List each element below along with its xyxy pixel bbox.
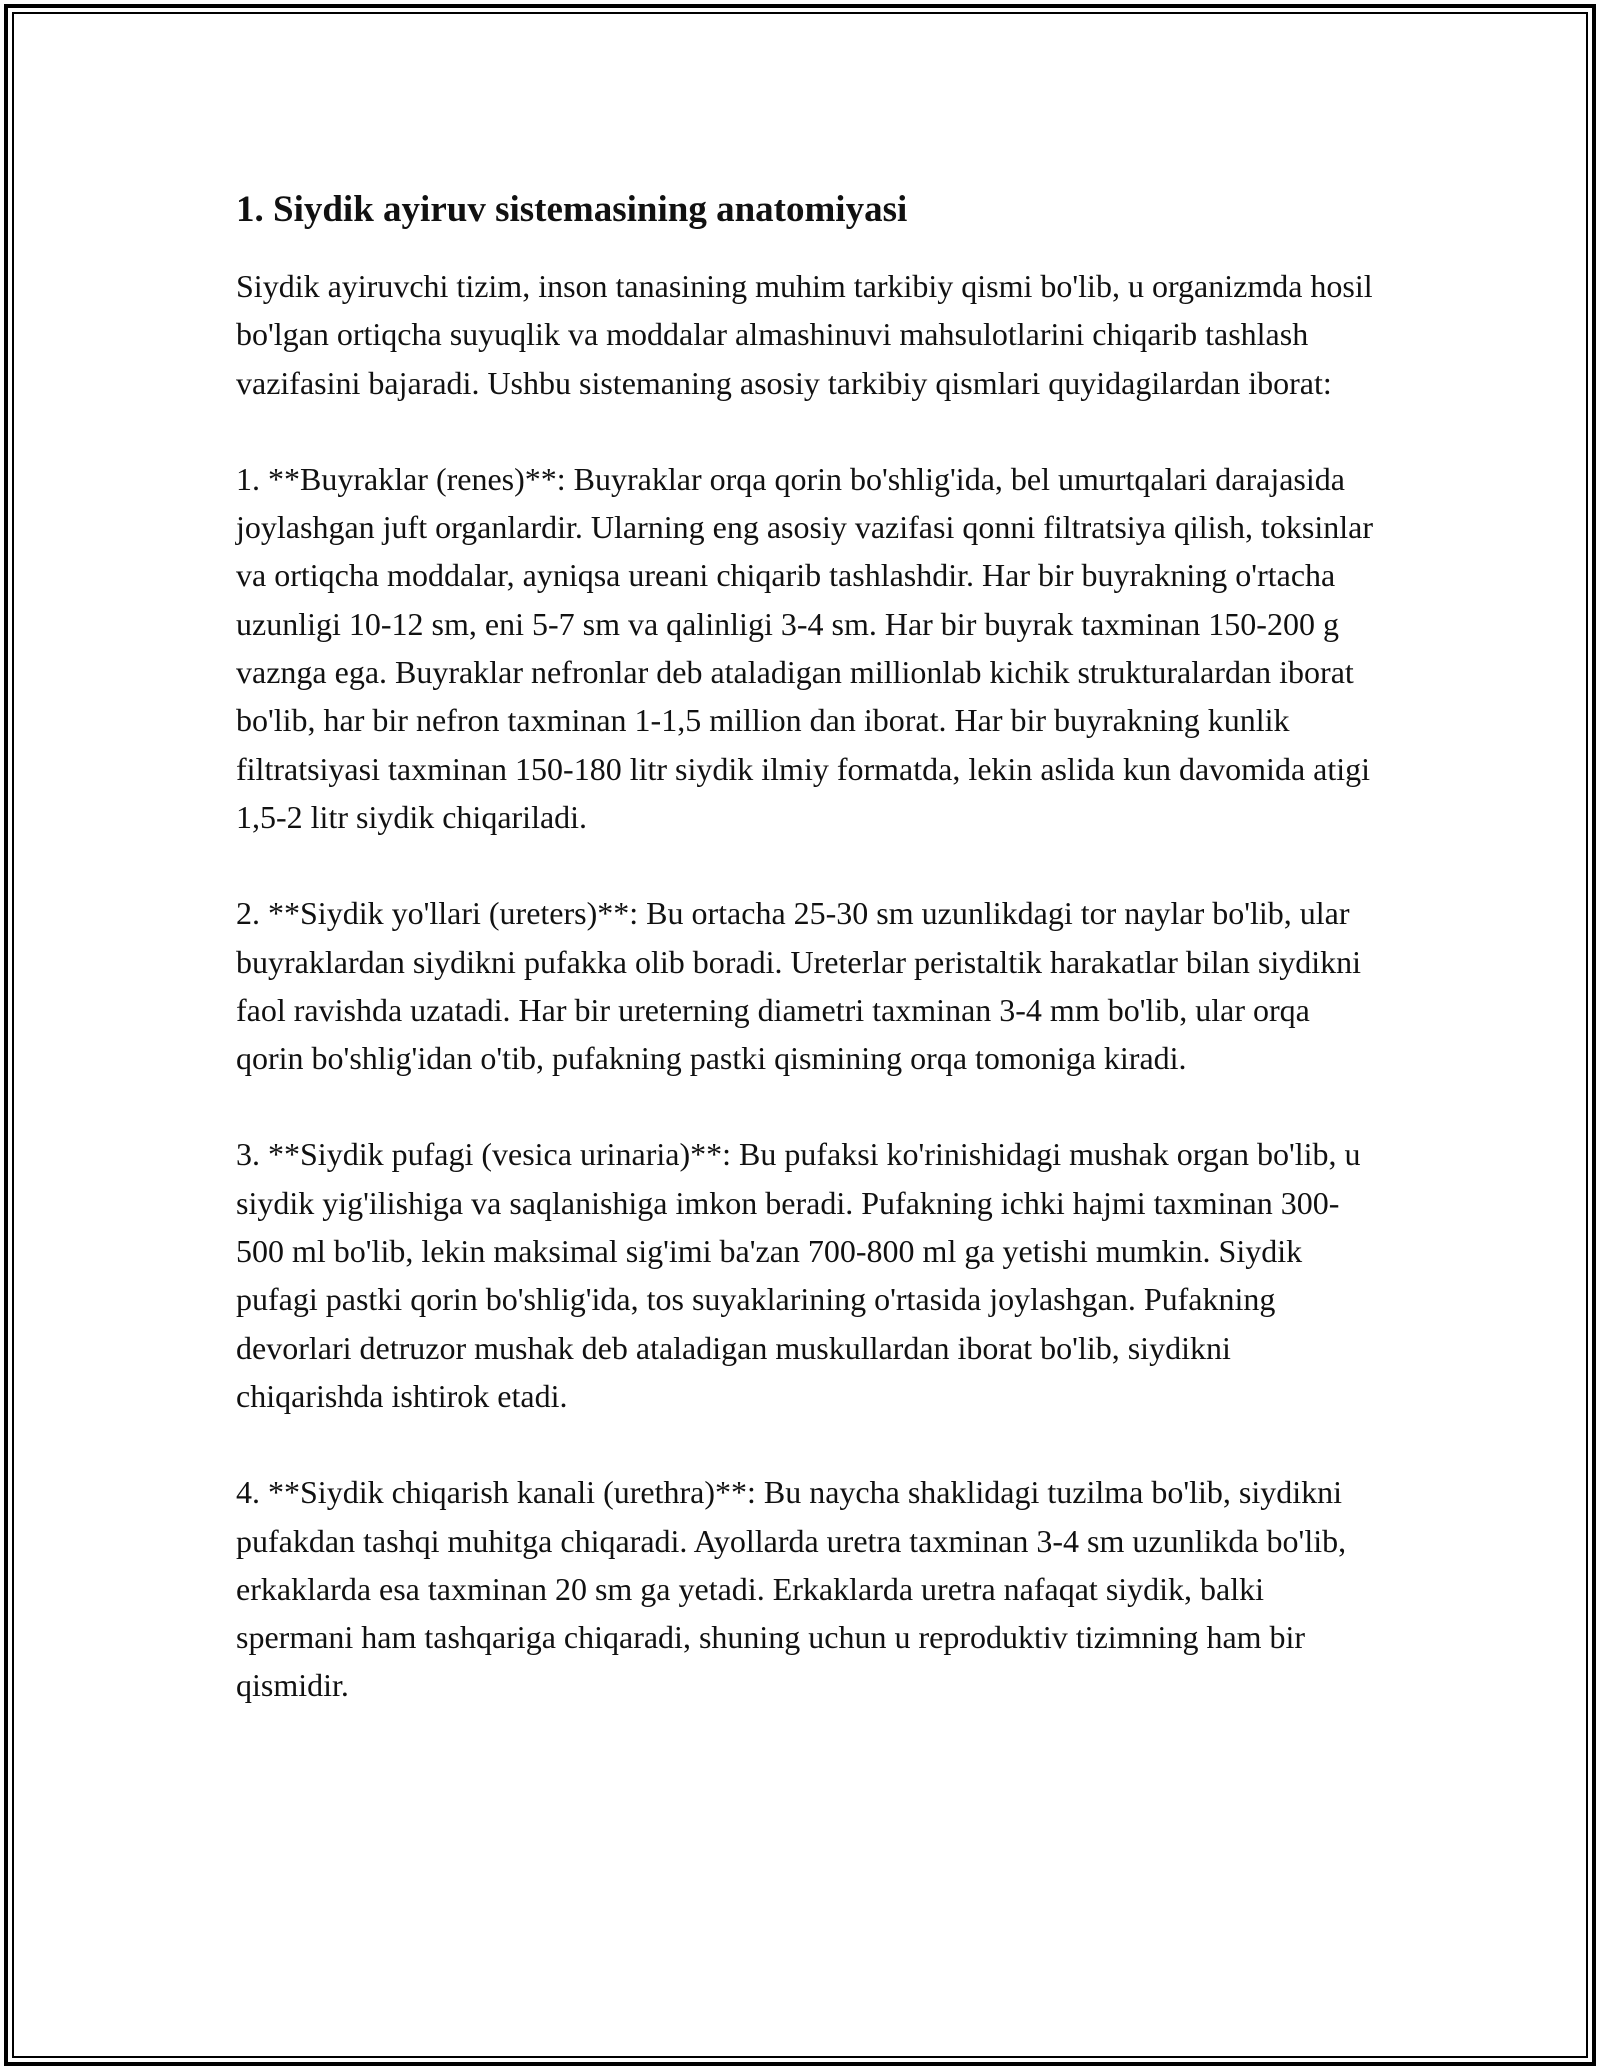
intro-paragraph: Siydik ayiruvchi tizim, inson tanasining muhim tarkibiy qismi bo'lib, u organizmda hosil bo'lgan ortiqcha suyuqlik va moddalar almashinuvi mahsulotlarini chiqarib tashlash vazifasini bajaradi. Ushbu sistemaning asosiy tarkibiy qismlari quyidagilardan iborat:	[236, 268, 1373, 401]
paragraph-bladder: 3. **Siydik pufagi (vesica urinaria)**: Bu pufaksi ko'rinishidagi mushak organ bo'lib, u siydik yig'ilishiga va saqlanishiga imkon beradi. Pufakning ichki hajmi taxminan 300-500 ml bo'lib, lekin maksimal sig'imi ba'zan 700-800 ml ga yetishi mumkin. Siydik pufagi pastki qorin bo'shlig'ida, tos suyaklarining o'rtasida joylashgan. Pufakning devorlari detruzor mushak deb ataladigan muskullardan iborat bo'lib, siydikni chiqarishda ishtirok etadi.	[236, 1136, 1361, 1414]
paragraph-kidneys: 1. **Buyraklar (renes)**: Buyraklar orqa qorin bo'shlig'ida, bel umurtqalari darajasida joylashgan juft organlardir. Ularning eng asosiy vazifasi qonni filtratsiya qilish, toksinlar va ortiqcha moddalar, ayniqsa ureani chiqarib tashlashdir. Har bir buyrakning o'rtacha uzunligi 10-12 sm, eni 5-7 sm va qalinligi 3-4 sm. Har bir buyrak taxminan 150-200 g vaznga ega. Buyraklar nefronlar deb ataladigan millionlab kichik strukturalardan iborat bo'lib, har bir nefron taxminan 1-1,5 million dan iborat. Har bir buyrakning kunlik filtratsiyasi taxminan 150-180 litr siydik ilmiy formatda, lekin aslida kun davomida atigi 1,5-2 litr siydik chiqariladi.	[236, 460, 1373, 835]
document-body	[236, 186, 1381, 1758]
document-title: 1. Siydik ayiruv sistemasining anatomiyasi	[236, 189, 908, 230]
paragraph-ureters: 2. **Siydik yo'llari (ureters)**: Bu ortacha 25-30 sm uzunlikdagi tor naylar bo'lib, ular buyraklardan siydikni pufakka olib boradi. Ureterlar peristaltik harakatlar bilan siydikni faol ravishda uzatadi. Har bir ureterning diametri taxminan 3-4 mm bo'lib, ular orqa qorin bo'shlig'idan o'tib, pufakning pastki qismining orqa tomoniga kiradi.	[236, 895, 1361, 1077]
paragraph-urethra: 4. **Siydik chiqarish kanali (urethra)**: Bu naycha shaklidagi tuzilma bo'lib, siydikni pufakdan tashqi muhitga chiqaradi. Ayollarda uretra taxminan 3-4 sm uzunlikda bo'lib, erkaklarda esa taxminan 20 sm ga yetadi. Erkaklarda uretra nafaqat siydik, balki spermani ham tashqariga chiqaradi, shuning uchun u reproduktiv tizimning ham bir qismidir.	[236, 1474, 1347, 1704]
